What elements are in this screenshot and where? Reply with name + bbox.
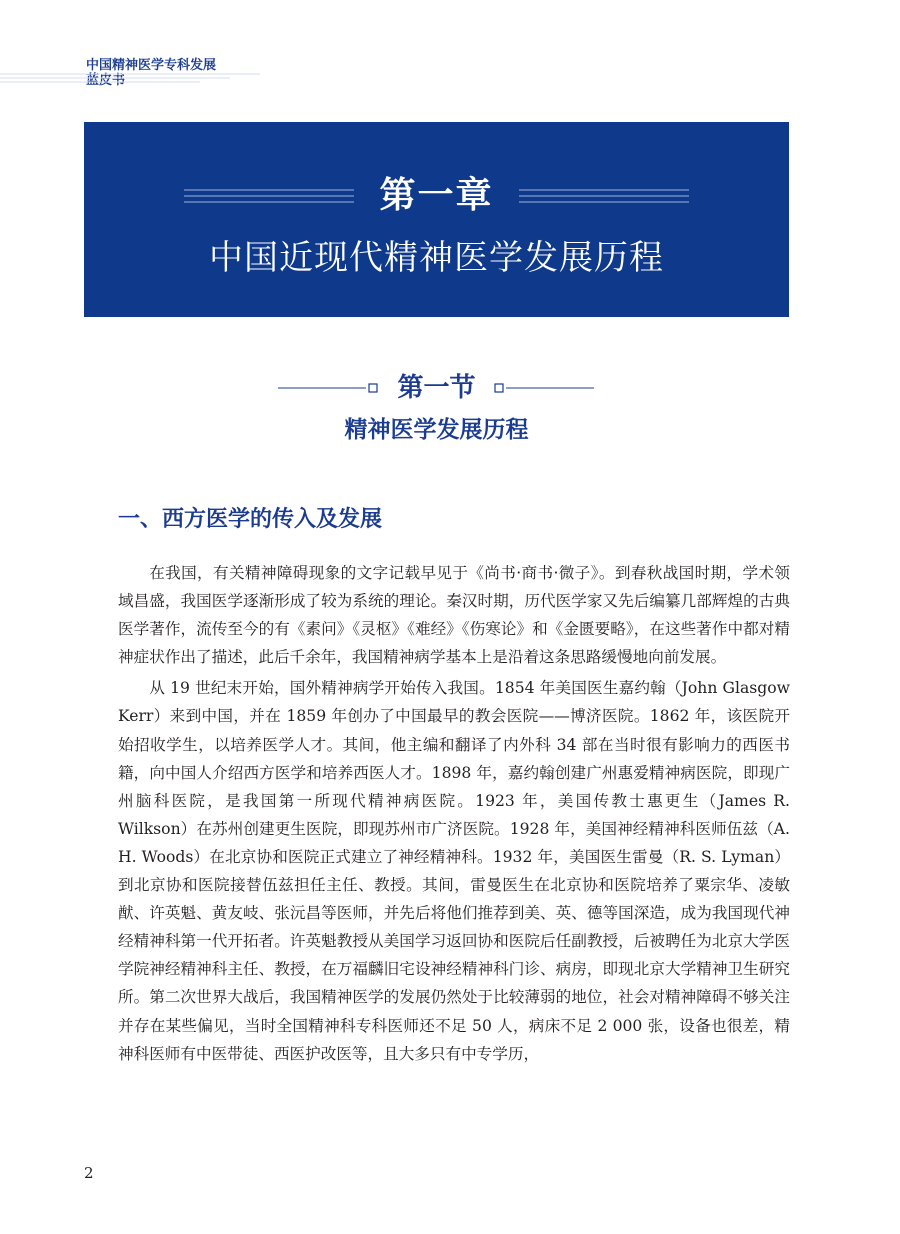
section-title: 精神医学发展历程 — [344, 417, 529, 443]
banner-decoration — [84, 122, 789, 317]
body-text — [118, 559, 790, 1071]
chapter-number: 第一章 — [379, 175, 494, 216]
chapter-title: 中国近现代精神医学发展历程 — [209, 238, 664, 278]
page-number: 2 — [84, 1164, 94, 1182]
subsection-title: 一、西方医学的传入及发展 — [118, 506, 383, 532]
book-type: 蓝皮书 — [86, 73, 126, 88]
paragraph: 在我国，有关精神障碍现象的文字记载早见于《尚书·商书·微子》。到春秋战国时期，学术领域昌盛，我国医学逐渐形成了较为系统的理论。秦汉时期，历代医学家又先后编纂几部辉煌的古典医学著作，流传至今的有《素问》《灵枢》《难经》《伤寒论》和《金匮要略》，在这些著作中都对精神症状作出了描述，此后千余年，我国精神病学基本上是沿着这条思路缓慢地向前发展。 — [118, 564, 790, 667]
header-decoration — [0, 72, 260, 86]
section-number: 第一节 — [397, 373, 476, 403]
section-heading — [0, 371, 900, 405]
chapter-banner — [84, 122, 789, 317]
paragraph: 从 19 世纪末开始，国外精神病学开始传入我国。1854 年美国医生嘉约翰（John Glasgow Kerr）来到中国，并在 1859 年创办了中国最早的教会医院——博济医院。1862 年，该医院开始招收学生，以培养医学人才。其间，他主编和翻译了内外科 34 部在当时很有影响力的西医书籍，向中国人介绍西方医学和培养西医人才。1898 年，嘉约翰创建广州惠爱精神病医院，即现广州脑科医院，是我国第一所现代精神病医院。1923 年，美国传教士惠更生（James R. Wilkson）在苏州创建更生医院，即现苏州市广济医院。1928 年，美国神经精神科医师伍兹（A. H. Woods）在北京协和医院正式建立了神经精神科。1932 年，美国医生雷曼（R. S. Lyman）到北京协和医院接替伍兹担任主任、教授。其间，雷曼医生在北京协和医院培养了粟宗华、凌敏猷、许英魁、黄友岐、张沅昌等医师，并先后将他们推荐到美、英、德等国深造，成为我国现代神经精神科第一代开拓者。许英魁教授从美国学习返回协和医院后任副教授，后被聘任为北京大学医学院神经精神科主任、教授，在万福麟旧宅设神经精神科门诊、病房，即现北京大学精神卫生研究所。第二次世界大战后，我国精神医学的发展仍然处于比较薄弱的地位，社会对精神障碍不够关注并存在某些偏见，当时全国精神科专科医师还不足 50 人，病床不足 2 000 张，设备也很差，精神科医师有中医带徒、西医护改医等，且大多只有中专学历， — [118, 679, 790, 1063]
series-title: 中国精神医学专科发展 — [86, 58, 217, 73]
